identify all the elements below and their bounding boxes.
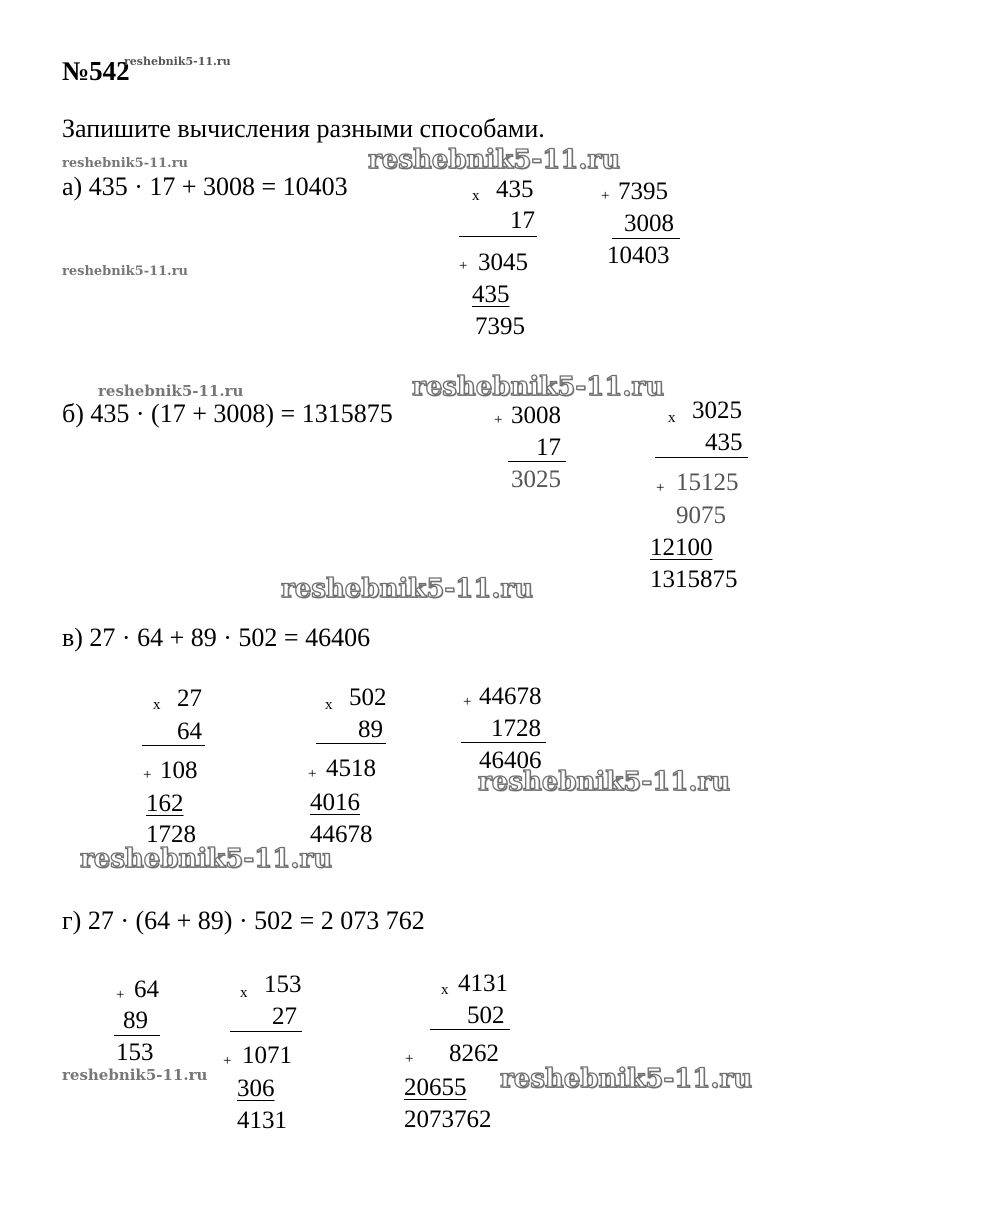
watermark: reshebnik5-11.ru (62, 1066, 208, 1084)
problem-number: №542 (62, 56, 130, 86)
a-mul-bottom: 17 (510, 207, 535, 234)
b-add-line (508, 461, 566, 462)
d-mul1-line (230, 1031, 302, 1032)
plus-sign: + (463, 694, 472, 710)
a-mul-result: 7395 (475, 313, 525, 340)
c-mul2-bottom: 89 (358, 716, 383, 743)
d-add-result: 153 (116, 1039, 154, 1066)
b-add-bottom: 17 (536, 434, 561, 461)
multiply-sign: x (153, 697, 161, 713)
multiply-sign: x (668, 410, 676, 426)
a-add-result: 10403 (607, 242, 670, 269)
d-add-top: 64 (134, 976, 159, 1003)
a-mul-line (459, 236, 537, 237)
d-mul1-bottom: 27 (272, 1003, 297, 1030)
plus-sign: + (656, 480, 665, 496)
task-text: Запишите вычисления разными способами. (62, 114, 545, 143)
watermark: reshebnik5-11.ru (80, 844, 333, 874)
plus-sign: + (494, 412, 503, 428)
equation-b: б) 435 · (17 + 3008) = 1315875 (62, 399, 393, 428)
c-mul1-partial-1: 108 (160, 757, 198, 784)
plus-sign: + (601, 188, 610, 204)
d-add-line (114, 1035, 160, 1036)
c-add-result: 46406 (479, 747, 542, 774)
b-mul-partial-1: 15125 (676, 469, 739, 496)
watermark: reshebnik5-11.ru (124, 55, 231, 68)
watermark: reshebnik5-11.ru (412, 372, 665, 402)
d-mul1-partial-2: 306 (237, 1075, 275, 1102)
d-mul1-result: 4131 (237, 1107, 287, 1134)
c-add-top: 44678 (479, 683, 542, 710)
watermark: reshebnik5-11.ru (98, 382, 244, 400)
equation-a: а) 435 · 17 + 3008 = 10403 (62, 172, 348, 201)
c-mul2-partial-2: 4016 (310, 789, 360, 816)
b-mul-top: 3025 (692, 397, 742, 424)
d-mul2-partial-2: 20655 (404, 1074, 467, 1101)
b-add-top: 3008 (511, 402, 561, 429)
watermark: reshebnik5-11.ru (62, 156, 189, 171)
c-mul1-result: 1728 (146, 821, 196, 848)
multiply-sign: x (325, 697, 333, 713)
a-mul-partial-2: 435 (472, 281, 510, 308)
a-mul-top: 435 (496, 176, 534, 203)
multiply-sign: x (240, 985, 248, 1001)
b-mul-line (655, 457, 748, 458)
a-add-bottom: 3008 (624, 210, 674, 237)
d-mul2-line (430, 1029, 510, 1030)
d-mul2-top: 4131 (458, 970, 508, 997)
c-add-line (461, 742, 546, 743)
plus-sign: + (116, 987, 125, 1003)
b-add-result: 3025 (511, 466, 561, 493)
b-mul-partial-2: 9075 (676, 502, 726, 529)
c-mul1-partial-2: 162 (146, 790, 184, 817)
a-mul-partial-1: 3045 (478, 249, 528, 276)
d-mul1-partial-1: 1071 (242, 1042, 292, 1069)
watermark: reshebnik5-11.ru (281, 574, 534, 604)
plus-sign: + (459, 258, 468, 274)
plus-sign: + (405, 1051, 414, 1067)
watermark: reshebnik5-11.ru (62, 264, 189, 279)
c-add-bottom: 1728 (491, 715, 541, 742)
c-mul2-top: 502 (349, 684, 387, 711)
c-mul2-line (316, 743, 386, 744)
d-mul2-partial-1: 8262 (449, 1040, 499, 1067)
watermark: reshebnik5-11.ru (368, 145, 621, 175)
b-mul-result: 1315875 (650, 566, 738, 593)
watermark: reshebnik5-11.ru (478, 767, 731, 797)
b-mul-bottom: 435 (705, 429, 743, 456)
plus-sign: + (143, 767, 152, 783)
equation-c: в) 27 · 64 + 89 · 502 = 46406 (62, 623, 371, 652)
d-mul2-bottom: 502 (467, 1002, 505, 1029)
multiply-sign: x (441, 982, 449, 998)
a-add-line (612, 238, 680, 239)
plus-sign: + (223, 1053, 232, 1069)
a-add-top: 7395 (618, 178, 668, 205)
c-mul1-top: 27 (177, 685, 202, 712)
plus-sign: + (308, 766, 317, 782)
d-add-bottom: 89 (123, 1007, 148, 1034)
d-mul2-result: 2073762 (404, 1106, 492, 1133)
equation-d: г) 27 · (64 + 89) · 502 = 2 073 762 (62, 906, 425, 935)
c-mul1-line (142, 745, 205, 746)
c-mul2-result: 44678 (310, 821, 373, 848)
multiply-sign: x (472, 188, 480, 204)
b-mul-partial-3: 12100 (650, 534, 713, 561)
d-mul1-top: 153 (264, 971, 302, 998)
c-mul1-bottom: 64 (177, 718, 202, 745)
c-mul2-partial-1: 4518 (326, 755, 376, 782)
watermark: reshebnik5-11.ru (500, 1064, 753, 1094)
